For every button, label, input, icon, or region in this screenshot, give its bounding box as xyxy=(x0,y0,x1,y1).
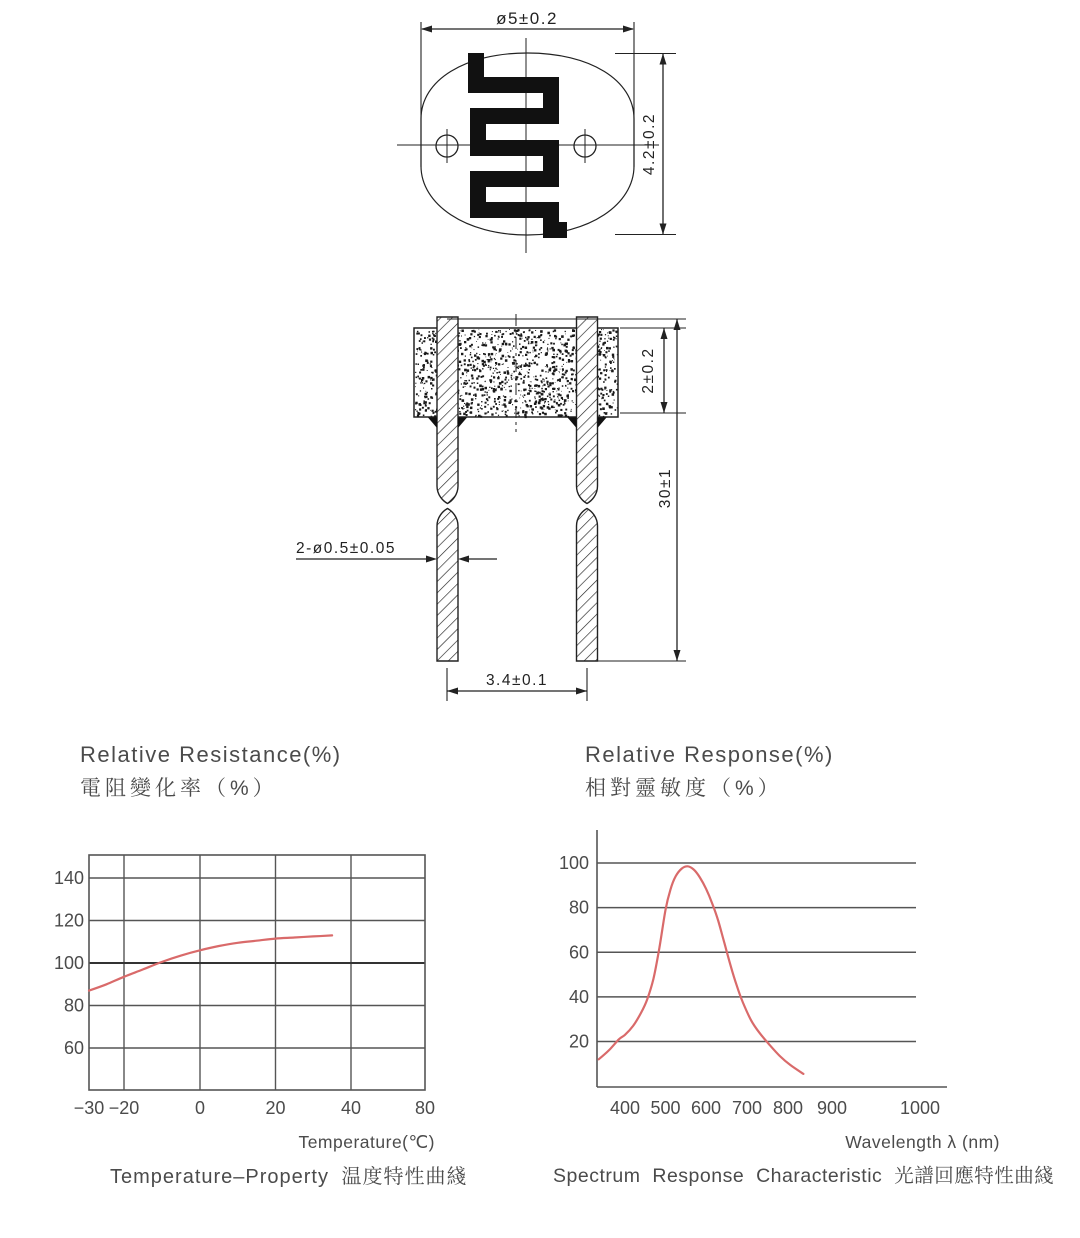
x-tick-label: 80 xyxy=(414,1098,436,1118)
y-tick-label: 120 xyxy=(53,910,84,931)
y-tick-label: 80 xyxy=(63,995,84,1016)
temperature-chart-plot xyxy=(54,855,435,1118)
top-view-diameter-dim-label: ø5±0.2 xyxy=(496,9,558,28)
x-tick-label: 900 xyxy=(816,1098,848,1118)
wavelength-x-axis-label: Wavelength λ (nm) xyxy=(845,1132,1000,1152)
x-tick-label: 700 xyxy=(731,1098,763,1118)
x-tick-label: 20 xyxy=(265,1098,286,1118)
side-view-body-dim-label: 2±0.2 xyxy=(640,347,658,394)
y-tick-label: 40 xyxy=(568,986,589,1007)
temperature-chart-caption: Temperature–Property 温度特性曲綫 xyxy=(110,1166,468,1188)
y-tick-label: 60 xyxy=(63,1038,84,1058)
temperature-chart-title-en: Relative Resistance(%) xyxy=(80,742,342,767)
side-view-lead-length-dim-label: 30±1 xyxy=(657,467,675,509)
y-tick-label: 100 xyxy=(558,853,589,873)
spectrum-chart-caption: Spectrum Response Characteristic 光譜回應特性曲綫 xyxy=(553,1165,1055,1187)
top-view-height-dim-label: 4.2±0.2 xyxy=(641,112,659,176)
y-tick-label: 20 xyxy=(568,1031,589,1052)
y-tick-label: 60 xyxy=(568,942,589,963)
spectrum-chart-title-en: Relative Response(%) xyxy=(585,742,834,767)
temperature-chart-title-zh: 電阻變化率（%） xyxy=(80,777,278,800)
x-tick-label: 1000 xyxy=(899,1098,941,1118)
side-view-lead-diameter-label: 2-ø0.5±0.05 xyxy=(296,540,396,557)
temperature-x-axis-label: Temperature(℃) xyxy=(298,1132,435,1152)
response-curve xyxy=(599,866,804,1074)
x-tick-label: 0 xyxy=(194,1098,206,1118)
spectrum-chart-plot xyxy=(559,830,947,1118)
side-view-lead-pitch-dim-label: 3.4±0.1 xyxy=(485,672,549,689)
x-tick-label: 500 xyxy=(650,1098,681,1118)
y-tick-label: 80 xyxy=(568,897,589,918)
x-tick-label: −20 xyxy=(108,1098,140,1118)
x-tick-label: 800 xyxy=(772,1098,804,1118)
x-tick-label: 600 xyxy=(690,1098,722,1118)
spectrum-chart-title-zh: 相對靈敏度（%） xyxy=(585,777,783,800)
y-tick-label: 100 xyxy=(53,953,84,973)
x-tick-label: −30 xyxy=(73,1098,105,1118)
x-tick-label: 40 xyxy=(340,1098,362,1118)
plot-border xyxy=(89,855,425,1090)
x-tick-label: 400 xyxy=(609,1098,641,1118)
y-tick-label: 140 xyxy=(53,868,84,888)
